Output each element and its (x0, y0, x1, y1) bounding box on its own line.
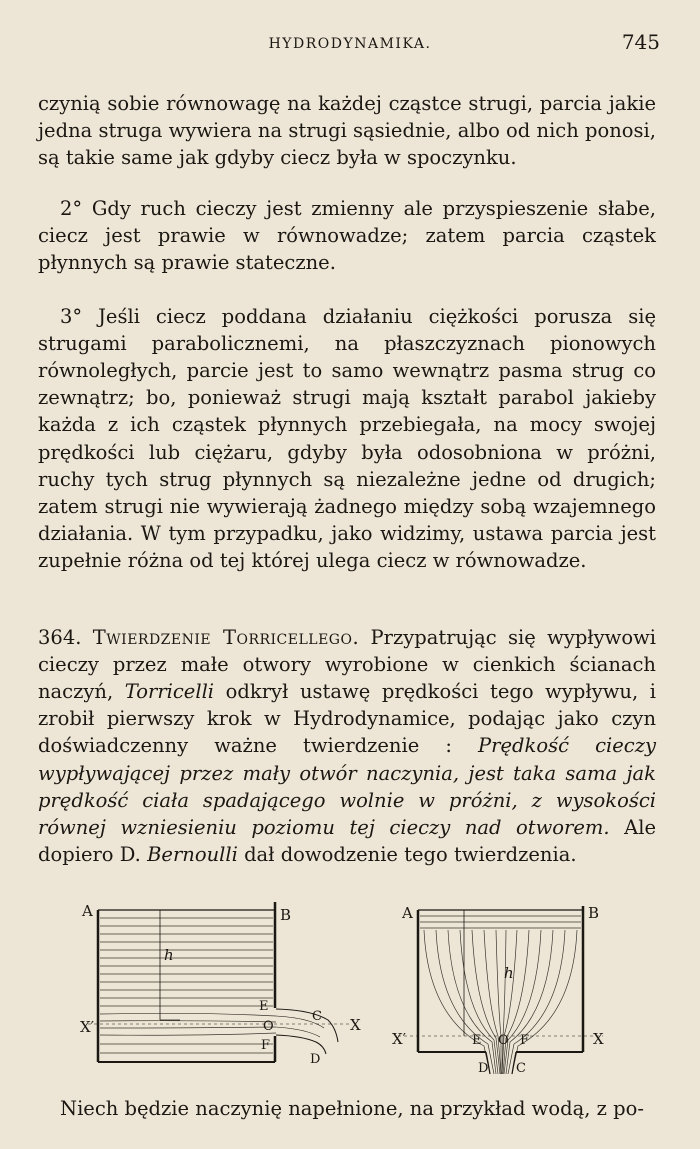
label-o: O (263, 1019, 274, 1034)
section-text-c: Ale dopiero D. (38, 815, 656, 867)
running-head: HYDRODYNAMIKA. (268, 36, 432, 52)
name-torricelli: Torricelli (124, 679, 215, 703)
paragraph-final: Niech będzie naczynię napełnione, na przykład wodą, z po- (60, 1096, 644, 1120)
label-e: E (259, 999, 269, 1014)
label-e: E (472, 1033, 482, 1048)
theorem-statement: Prędkość cieczy wypływającej przez mały otwór naczynia, jest taka sama jak prędkość ciała spadającego wolnie w próżni, z wysokości równej wzniesieniu poziomu tej cieczy nad otworem. (38, 734, 657, 839)
label-d: D (478, 1061, 489, 1076)
section-text-d: dał dowodzenie tego twierdzenia. (244, 843, 577, 867)
label-x: X (593, 1030, 604, 1048)
name-bernoulli: Bernoulli (147, 843, 238, 867)
label-a: A (82, 902, 93, 920)
label-h: h (504, 964, 514, 982)
figure-side-orifice (80, 896, 370, 1076)
paragraph-point-3: 3° Jeśli ciecz poddana działaniu ciężkości porusza się strugami parabolicznemi, na płaszczyznach pionowych równoległych, parcie jest to samo wewnątrz pasma strug co zewnątrz; bo, ponieważ strugi mają kształt parabol jakieby każda z ich cząstek płynnych przebiegała, na mocy swojej prędkości lub ciężaru, gdyby była odosobniona w próżni, ruchy tych strug płynnych są niezależne jedne od drugich; zatem strugi nie wywierają żadnego między sobą wzajemnego działania. W tym przypadku, jako widzimy, ustawa parcia jest zupełnie różna od tej której ulega ciecz w równowadze. (38, 304, 656, 573)
label-x-prime: X′ (392, 1030, 407, 1048)
section-title: Twierdzenie Torricellego. (92, 625, 360, 649)
paragraph-continuation: czynią sobie równowagę na każdej cząstce strugi, parcia jakie jedna struga wywiera na strugi sąsiednie, albo od nich ponosi, są takie same jak gdyby ciecz była w spoczynku. (38, 91, 656, 169)
label-x: X (350, 1016, 361, 1034)
label-o: O (498, 1033, 509, 1048)
label-b: B (588, 904, 600, 922)
paragraph-point-2: 2° Gdy ruch cieczy jest zmienny ale przyspieszenie słabe, ciecz jest prawie w równowadze; zatem parcia cząstek płynnych są prawie stateczne. (38, 196, 656, 274)
label-f: F (261, 1038, 271, 1053)
section-number: 364. (38, 625, 82, 649)
label-x-prime: X′ (80, 1018, 95, 1036)
figure-bottom-orifice-drawing (388, 896, 638, 1076)
section-364 (38, 624, 656, 869)
label-c: C (312, 1009, 322, 1024)
figure-bottom-orifice (388, 896, 638, 1076)
page-number: 745 (621, 30, 660, 54)
label-c: C (516, 1061, 526, 1076)
label-f: F (520, 1033, 530, 1048)
label-a: A (402, 904, 413, 922)
page-header (40, 30, 660, 60)
section-text-b: odkrył ustawę prędkości tego wypływu, i zrobił pierwszy krok w Hydrodynamice, podając jako czyn doświadczenny ważne twierdzenie : (38, 679, 657, 758)
label-d: D (310, 1052, 321, 1067)
label-b: B (280, 906, 292, 924)
figure-side-orifice-drawing (80, 896, 370, 1076)
label-h: h (164, 946, 174, 964)
section-text-a: Przypatrując się wypływowi cieczy przez małe otwory wyrobione w cienkich ścianach naczyń, (38, 625, 657, 703)
